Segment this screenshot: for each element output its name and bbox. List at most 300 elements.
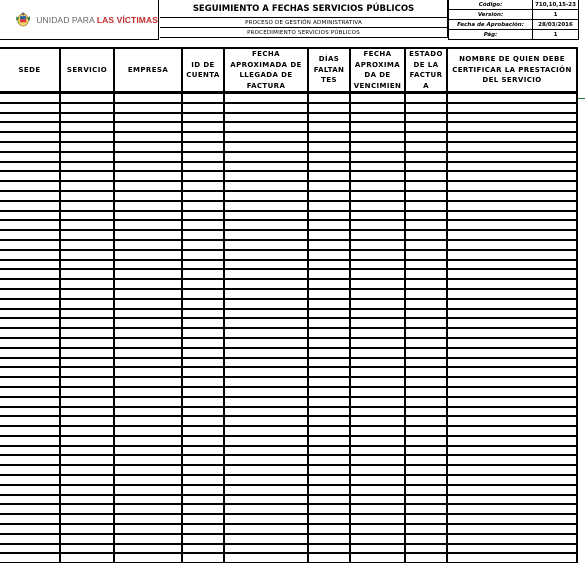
table-cell[interactable] — [225, 220, 309, 230]
table-cell[interactable] — [115, 455, 183, 465]
table-cell[interactable] — [115, 397, 183, 407]
table-cell[interactable] — [351, 338, 406, 348]
table-cell[interactable] — [183, 553, 225, 563]
table-cell[interactable] — [183, 514, 225, 524]
table-cell[interactable] — [225, 504, 309, 514]
table-cell[interactable] — [448, 407, 578, 417]
table-cell[interactable] — [309, 465, 351, 475]
table-cell[interactable] — [351, 387, 406, 397]
table-cell[interactable] — [225, 122, 309, 132]
table-cell[interactable] — [225, 358, 309, 368]
table-cell[interactable] — [183, 260, 225, 270]
table-cell[interactable] — [61, 426, 115, 436]
table-cell[interactable] — [183, 475, 225, 485]
table-cell[interactable] — [0, 93, 61, 103]
table-cell[interactable] — [406, 250, 448, 260]
table-cell[interactable] — [448, 318, 578, 328]
table-cell[interactable] — [0, 328, 61, 338]
table-cell[interactable] — [0, 387, 61, 397]
table-cell[interactable] — [61, 289, 115, 299]
table-cell[interactable] — [225, 269, 309, 279]
table-cell[interactable] — [351, 436, 406, 446]
table-cell[interactable] — [115, 162, 183, 172]
table-cell[interactable] — [351, 358, 406, 368]
table-cell[interactable] — [406, 358, 448, 368]
table-cell[interactable] — [225, 455, 309, 465]
table-cell[interactable] — [0, 142, 61, 152]
table-cell[interactable] — [0, 534, 61, 544]
table-cell[interactable] — [115, 328, 183, 338]
table-cell[interactable] — [351, 553, 406, 563]
table-cell[interactable] — [183, 544, 225, 554]
table-cell[interactable] — [448, 534, 578, 544]
table-cell[interactable] — [309, 201, 351, 211]
table-cell[interactable] — [309, 191, 351, 201]
table-cell[interactable] — [406, 309, 448, 319]
table-cell[interactable] — [183, 240, 225, 250]
table-cell[interactable] — [309, 367, 351, 377]
table-cell[interactable] — [406, 299, 448, 309]
table-cell[interactable] — [0, 426, 61, 436]
table-cell[interactable] — [351, 142, 406, 152]
table-cell[interactable] — [448, 514, 578, 524]
table-cell[interactable] — [115, 495, 183, 505]
table-cell[interactable] — [183, 426, 225, 436]
table-cell[interactable] — [0, 171, 61, 181]
table-cell[interactable] — [309, 446, 351, 456]
table-cell[interactable] — [61, 181, 115, 191]
table-cell[interactable] — [183, 524, 225, 534]
table-cell[interactable] — [61, 122, 115, 132]
table-cell[interactable] — [225, 103, 309, 113]
table-cell[interactable] — [406, 465, 448, 475]
table-cell[interactable] — [225, 387, 309, 397]
table-cell[interactable] — [61, 328, 115, 338]
table-cell[interactable] — [309, 171, 351, 181]
table-cell[interactable] — [448, 269, 578, 279]
table-cell[interactable] — [351, 465, 406, 475]
table-cell[interactable] — [448, 495, 578, 505]
table-cell[interactable] — [309, 534, 351, 544]
table-cell[interactable] — [61, 113, 115, 123]
table-cell[interactable] — [61, 260, 115, 270]
table-cell[interactable] — [183, 269, 225, 279]
table-cell[interactable] — [0, 113, 61, 123]
table-cell[interactable] — [351, 299, 406, 309]
table-cell[interactable] — [351, 328, 406, 338]
table-cell[interactable] — [309, 397, 351, 407]
table-cell[interactable] — [61, 416, 115, 426]
table-cell[interactable] — [0, 250, 61, 260]
table-cell[interactable] — [225, 181, 309, 191]
table-cell[interactable] — [61, 544, 115, 554]
table-cell[interactable] — [183, 495, 225, 505]
table-cell[interactable] — [0, 377, 61, 387]
table-cell[interactable] — [448, 416, 578, 426]
table-cell[interactable] — [406, 446, 448, 456]
table-cell[interactable] — [183, 338, 225, 348]
table-cell[interactable] — [351, 367, 406, 377]
table-cell[interactable] — [225, 201, 309, 211]
table-cell[interactable] — [448, 250, 578, 260]
table-cell[interactable] — [406, 524, 448, 534]
table-cell[interactable] — [115, 260, 183, 270]
table-cell[interactable] — [448, 426, 578, 436]
table-cell[interactable] — [0, 181, 61, 191]
table-cell[interactable] — [115, 465, 183, 475]
table-cell[interactable] — [61, 230, 115, 240]
table-cell[interactable] — [183, 416, 225, 426]
table-cell[interactable] — [115, 103, 183, 113]
table-cell[interactable] — [225, 524, 309, 534]
table-cell[interactable] — [406, 171, 448, 181]
table-cell[interactable] — [406, 328, 448, 338]
table-cell[interactable] — [351, 162, 406, 172]
table-cell[interactable] — [0, 416, 61, 426]
table-cell[interactable] — [0, 465, 61, 475]
table-cell[interactable] — [448, 171, 578, 181]
table-cell[interactable] — [183, 367, 225, 377]
table-cell[interactable] — [351, 397, 406, 407]
table-cell[interactable] — [183, 191, 225, 201]
table-cell[interactable] — [225, 544, 309, 554]
table-cell[interactable] — [183, 504, 225, 514]
table-cell[interactable] — [309, 211, 351, 221]
table-cell[interactable] — [225, 279, 309, 289]
table-cell[interactable] — [225, 397, 309, 407]
table-cell[interactable] — [225, 416, 309, 426]
table-cell[interactable] — [448, 103, 578, 113]
table-cell[interactable] — [183, 201, 225, 211]
table-cell[interactable] — [309, 377, 351, 387]
table-cell[interactable] — [0, 240, 61, 250]
table-cell[interactable] — [406, 162, 448, 172]
table-cell[interactable] — [448, 220, 578, 230]
table-cell[interactable] — [448, 524, 578, 534]
table-cell[interactable] — [406, 230, 448, 240]
table-cell[interactable] — [115, 132, 183, 142]
table-cell[interactable] — [351, 279, 406, 289]
table-cell[interactable] — [448, 446, 578, 456]
table-cell[interactable] — [0, 475, 61, 485]
table-cell[interactable] — [0, 269, 61, 279]
table-cell[interactable] — [115, 436, 183, 446]
table-cell[interactable] — [351, 377, 406, 387]
table-cell[interactable] — [183, 358, 225, 368]
table-cell[interactable] — [115, 220, 183, 230]
table-cell[interactable] — [309, 220, 351, 230]
table-cell[interactable] — [351, 181, 406, 191]
table-cell[interactable] — [406, 260, 448, 270]
table-cell[interactable] — [225, 93, 309, 103]
table-cell[interactable] — [61, 387, 115, 397]
table-cell[interactable] — [351, 250, 406, 260]
table-cell[interactable] — [183, 318, 225, 328]
table-cell[interactable] — [309, 495, 351, 505]
table-cell[interactable] — [448, 387, 578, 397]
table-cell[interactable] — [0, 260, 61, 270]
table-cell[interactable] — [351, 426, 406, 436]
table-cell[interactable] — [183, 436, 225, 446]
table-cell[interactable] — [448, 122, 578, 132]
table-cell[interactable] — [448, 358, 578, 368]
table-cell[interactable] — [351, 289, 406, 299]
table-cell[interactable] — [183, 387, 225, 397]
table-cell[interactable] — [351, 485, 406, 495]
table-cell[interactable] — [351, 220, 406, 230]
table-cell[interactable] — [406, 318, 448, 328]
table-cell[interactable] — [0, 318, 61, 328]
table-cell[interactable] — [448, 162, 578, 172]
table-cell[interactable] — [183, 455, 225, 465]
table-cell[interactable] — [406, 269, 448, 279]
table-cell[interactable] — [225, 514, 309, 524]
table-cell[interactable] — [0, 436, 61, 446]
table-cell[interactable] — [309, 279, 351, 289]
table-cell[interactable] — [61, 534, 115, 544]
table-cell[interactable] — [225, 426, 309, 436]
table-cell[interactable] — [61, 269, 115, 279]
table-cell[interactable] — [309, 407, 351, 417]
table-cell[interactable] — [61, 142, 115, 152]
table-cell[interactable] — [61, 446, 115, 456]
table-cell[interactable] — [309, 142, 351, 152]
table-cell[interactable] — [115, 152, 183, 162]
table-cell[interactable] — [309, 260, 351, 270]
table-cell[interactable] — [0, 504, 61, 514]
table-cell[interactable] — [183, 152, 225, 162]
table-cell[interactable] — [0, 544, 61, 554]
table-cell[interactable] — [406, 495, 448, 505]
table-cell[interactable] — [448, 93, 578, 103]
table-cell[interactable] — [406, 436, 448, 446]
table-cell[interactable] — [309, 289, 351, 299]
table-cell[interactable] — [225, 553, 309, 563]
table-cell[interactable] — [0, 191, 61, 201]
table-cell[interactable] — [115, 367, 183, 377]
table-cell[interactable] — [406, 377, 448, 387]
table-cell[interactable] — [61, 132, 115, 142]
table-cell[interactable] — [406, 455, 448, 465]
table-cell[interactable] — [406, 181, 448, 191]
table-cell[interactable] — [406, 387, 448, 397]
table-cell[interactable] — [115, 446, 183, 456]
table-cell[interactable] — [183, 465, 225, 475]
table-cell[interactable] — [351, 171, 406, 181]
table-cell[interactable] — [406, 544, 448, 554]
table-cell[interactable] — [309, 544, 351, 554]
table-cell[interactable] — [61, 377, 115, 387]
table-cell[interactable] — [448, 260, 578, 270]
table-cell[interactable] — [61, 475, 115, 485]
table-cell[interactable] — [351, 416, 406, 426]
table-cell[interactable] — [406, 504, 448, 514]
table-cell[interactable] — [351, 534, 406, 544]
table-cell[interactable] — [61, 436, 115, 446]
table-cell[interactable] — [61, 201, 115, 211]
table-cell[interactable] — [115, 514, 183, 524]
table-cell[interactable] — [309, 162, 351, 172]
table-cell[interactable] — [309, 338, 351, 348]
table-cell[interactable] — [448, 348, 578, 358]
table-cell[interactable] — [406, 289, 448, 299]
table-cell[interactable] — [183, 534, 225, 544]
table-cell[interactable] — [115, 279, 183, 289]
table-cell[interactable] — [309, 122, 351, 132]
table-cell[interactable] — [115, 338, 183, 348]
table-cell[interactable] — [406, 348, 448, 358]
table-cell[interactable] — [406, 93, 448, 103]
table-cell[interactable] — [448, 367, 578, 377]
table-cell[interactable] — [448, 132, 578, 142]
table-cell[interactable] — [351, 544, 406, 554]
table-cell[interactable] — [309, 348, 351, 358]
table-cell[interactable] — [406, 514, 448, 524]
table-cell[interactable] — [61, 358, 115, 368]
table-cell[interactable] — [115, 553, 183, 563]
table-cell[interactable] — [309, 250, 351, 260]
table-cell[interactable] — [61, 162, 115, 172]
table-cell[interactable] — [61, 279, 115, 289]
table-cell[interactable] — [0, 524, 61, 534]
table-cell[interactable] — [61, 220, 115, 230]
table-cell[interactable] — [351, 122, 406, 132]
table-cell[interactable] — [225, 289, 309, 299]
table-cell[interactable] — [225, 260, 309, 270]
table-cell[interactable] — [406, 240, 448, 250]
table-cell[interactable] — [309, 514, 351, 524]
table-cell[interactable] — [183, 289, 225, 299]
table-cell[interactable] — [406, 426, 448, 436]
table-cell[interactable] — [183, 377, 225, 387]
table-cell[interactable] — [448, 240, 578, 250]
table-cell[interactable] — [115, 289, 183, 299]
table-cell[interactable] — [309, 553, 351, 563]
table-cell[interactable] — [61, 407, 115, 417]
table-cell[interactable] — [61, 367, 115, 377]
table-cell[interactable] — [406, 122, 448, 132]
table-cell[interactable] — [115, 407, 183, 417]
table-cell[interactable] — [0, 338, 61, 348]
table-cell[interactable] — [309, 436, 351, 446]
table-cell[interactable] — [406, 279, 448, 289]
table-cell[interactable] — [309, 240, 351, 250]
table-cell[interactable] — [0, 279, 61, 289]
table-cell[interactable] — [351, 504, 406, 514]
table-cell[interactable] — [448, 544, 578, 554]
table-cell[interactable] — [225, 318, 309, 328]
table-cell[interactable] — [115, 93, 183, 103]
table-cell[interactable] — [225, 475, 309, 485]
table-cell[interactable] — [183, 446, 225, 456]
table-cell[interactable] — [309, 524, 351, 534]
table-cell[interactable] — [448, 142, 578, 152]
table-cell[interactable] — [351, 201, 406, 211]
table-cell[interactable] — [448, 436, 578, 446]
table-cell[interactable] — [0, 220, 61, 230]
table-cell[interactable] — [406, 142, 448, 152]
table-cell[interactable] — [225, 436, 309, 446]
table-cell[interactable] — [309, 318, 351, 328]
table-cell[interactable] — [406, 553, 448, 563]
table-cell[interactable] — [448, 504, 578, 514]
table-cell[interactable] — [61, 240, 115, 250]
table-cell[interactable] — [61, 103, 115, 113]
table-cell[interactable] — [309, 299, 351, 309]
table-cell[interactable] — [225, 495, 309, 505]
table-cell[interactable] — [406, 220, 448, 230]
table-cell[interactable] — [115, 377, 183, 387]
table-cell[interactable] — [0, 553, 61, 563]
table-cell[interactable] — [115, 309, 183, 319]
table-cell[interactable] — [183, 93, 225, 103]
table-cell[interactable] — [61, 309, 115, 319]
table-cell[interactable] — [61, 553, 115, 563]
table-cell[interactable] — [309, 132, 351, 142]
table-cell[interactable] — [406, 201, 448, 211]
table-cell[interactable] — [225, 328, 309, 338]
table-cell[interactable] — [115, 113, 183, 123]
table-cell[interactable] — [0, 289, 61, 299]
table-cell[interactable] — [406, 113, 448, 123]
table-cell[interactable] — [0, 201, 61, 211]
table-cell[interactable] — [115, 387, 183, 397]
table-cell[interactable] — [225, 211, 309, 221]
table-cell[interactable] — [0, 230, 61, 240]
table-cell[interactable] — [183, 299, 225, 309]
table-cell[interactable] — [225, 485, 309, 495]
table-cell[interactable] — [351, 309, 406, 319]
table-cell[interactable] — [183, 328, 225, 338]
table-cell[interactable] — [448, 455, 578, 465]
table-cell[interactable] — [448, 113, 578, 123]
table-cell[interactable] — [115, 534, 183, 544]
table-cell[interactable] — [183, 348, 225, 358]
table-cell[interactable] — [0, 162, 61, 172]
table-cell[interactable] — [0, 495, 61, 505]
table-cell[interactable] — [406, 367, 448, 377]
table-cell[interactable] — [406, 211, 448, 221]
table-cell[interactable] — [115, 544, 183, 554]
table-cell[interactable] — [406, 103, 448, 113]
table-cell[interactable] — [0, 152, 61, 162]
table-cell[interactable] — [351, 132, 406, 142]
table-cell[interactable] — [448, 309, 578, 319]
table-cell[interactable] — [309, 485, 351, 495]
table-cell[interactable] — [448, 279, 578, 289]
table-cell[interactable] — [183, 211, 225, 221]
table-cell[interactable] — [448, 289, 578, 299]
table-cell[interactable] — [61, 152, 115, 162]
table-cell[interactable] — [183, 142, 225, 152]
table-cell[interactable] — [115, 524, 183, 534]
table-cell[interactable] — [61, 495, 115, 505]
table-cell[interactable] — [61, 504, 115, 514]
table-cell[interactable] — [225, 240, 309, 250]
table-cell[interactable] — [225, 338, 309, 348]
table-cell[interactable] — [183, 309, 225, 319]
table-cell[interactable] — [225, 152, 309, 162]
table-cell[interactable] — [115, 475, 183, 485]
table-cell[interactable] — [115, 426, 183, 436]
table-cell[interactable] — [309, 504, 351, 514]
table-cell[interactable] — [309, 93, 351, 103]
table-cell[interactable] — [309, 426, 351, 436]
table-cell[interactable] — [61, 318, 115, 328]
table-cell[interactable] — [0, 211, 61, 221]
table-cell[interactable] — [0, 358, 61, 368]
table-cell[interactable] — [115, 191, 183, 201]
